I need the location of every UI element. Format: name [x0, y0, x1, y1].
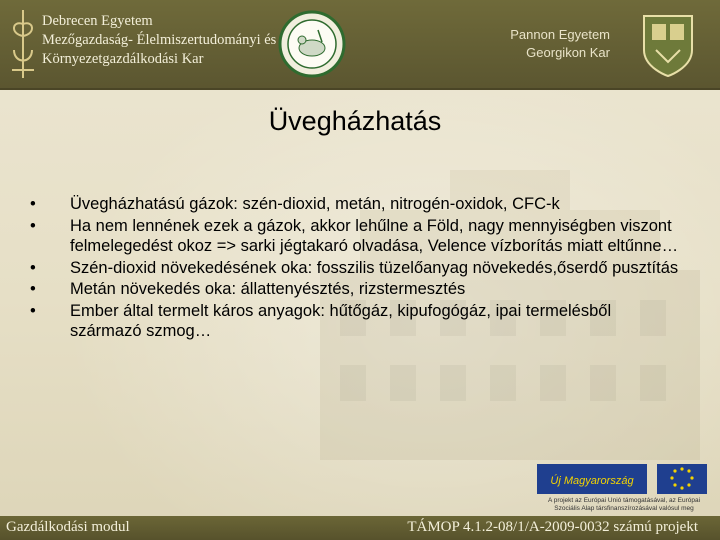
header-left-line: Mezőgazdaság- Élelmiszertudományi és [42, 32, 277, 48]
bullet-text: Ember által termelt káros anyagok: hűtőgáz, kipufogógáz, ipai termelésből származó szmog… [70, 301, 612, 340]
bullet-item [30, 216, 680, 257]
header-bar [0, 0, 720, 90]
bullet-text: Szén-dioxid növekedésének oka: fosszilis tüzelőanyag növekedés,őserdő pusztítás [70, 258, 679, 277]
bullet-marker: • [30, 258, 36, 277]
bullet-text: Metán növekedés oka: állattenyésztés, rizstermesztés [70, 280, 466, 298]
footer-module-name: Gazdálkodási modul [6, 519, 130, 535]
bullet-marker: • [30, 195, 36, 213]
eu-funding-note: A projekt az Európai Unió támogatásával, az Európai Szociális Alap társfinanszírozásával valósul meg [547, 497, 701, 512]
pannon-university-crest [638, 10, 698, 80]
bullet-marker: • [30, 216, 36, 235]
header-right-line: Pannon Egyetem [510, 27, 610, 42]
bullet-text: Üvegházhatású gázok: szén-dioxid, metán, nitrogén-oxidok, CFC-k [70, 195, 560, 213]
debrecen-university-name [42, 12, 282, 69]
slide-title: Üvegházhatás [268, 106, 442, 136]
faculty-emblem-logo [278, 10, 346, 78]
bullet-marker: • [30, 280, 36, 298]
bullet-marker: • [30, 301, 36, 320]
bullet-item [30, 279, 680, 300]
header-right-line: Georgikon Kar [526, 45, 610, 60]
bullet-item [30, 194, 680, 215]
bullet-text: Ha nem lennének ezek a gázok, akkor lehűlne a Föld, nagy mennyiségben viszont felmelegedést okoz => sarki jégtakaró olvadása, Velence vízborítás miatt eltűnne… [70, 216, 679, 255]
bullet-list [30, 194, 680, 343]
header-left-line: Környezetgazdálkodási Kar [42, 51, 204, 67]
pannon-university-name [500, 26, 610, 62]
bullet-item [30, 258, 680, 279]
new-hungary-logo-text: Új Magyarország [550, 475, 634, 487]
footer-project-id: TÁMOP 4.1.2-08/1/A-2009-0032 számú projekt [407, 519, 698, 535]
header-left-line: Debrecen Egyetem [42, 13, 153, 29]
debrecen-university-logo [6, 6, 40, 82]
footer-bar [0, 516, 720, 540]
bullet-item [30, 301, 680, 342]
